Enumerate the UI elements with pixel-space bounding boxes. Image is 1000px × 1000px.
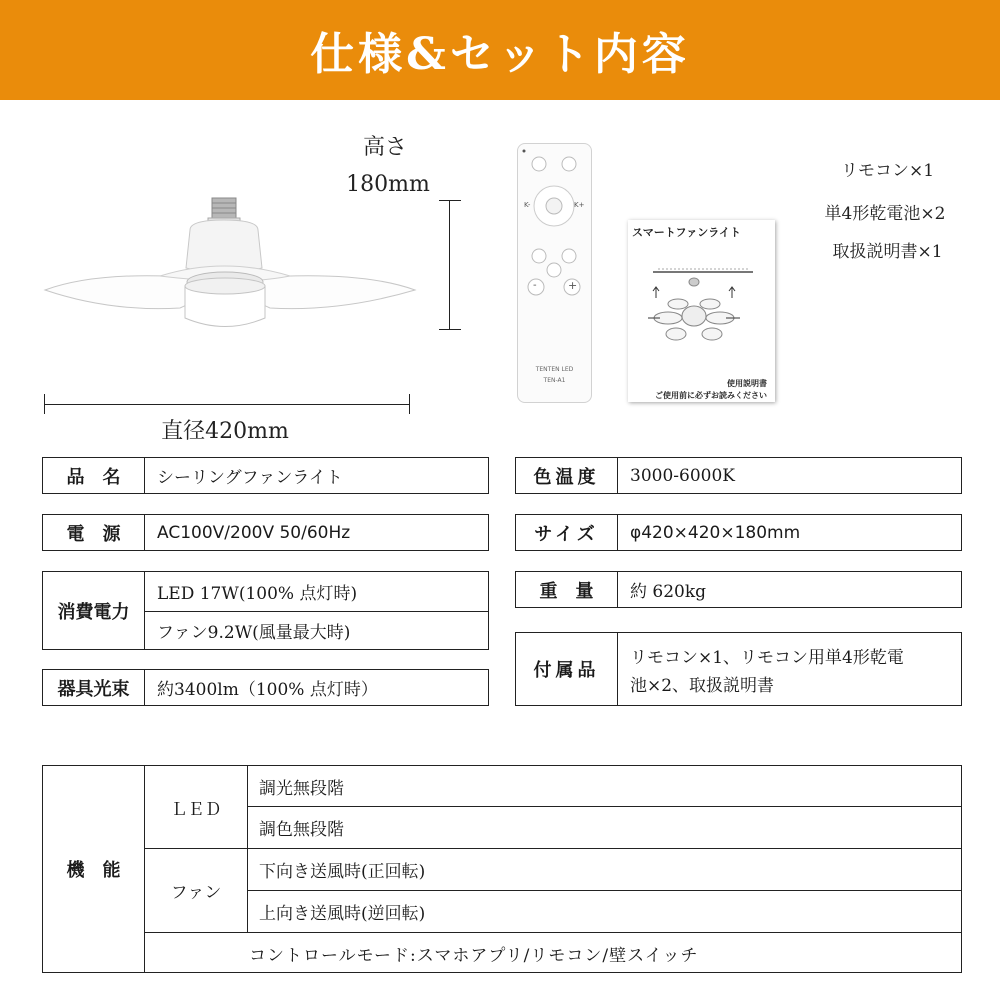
diameter-dimension-tick-left [44, 394, 45, 414]
manual-footer-line2: ご使用前に必ずお読みください [655, 391, 767, 400]
height-dimension-tick-top [439, 200, 461, 201]
instruction-manual [628, 220, 775, 402]
functions-led-label: ＬＥＤ [170, 800, 222, 820]
remote-k-minus-label: K- [524, 201, 531, 209]
remote-minus-label: - [533, 280, 537, 291]
page-title-banner [0, 0, 1000, 100]
height-label: 高さ [362, 135, 407, 160]
spec-size [515, 514, 962, 551]
remote-k-plus-label: K+ [574, 201, 585, 209]
height-dimension-tick-bottom [439, 329, 461, 330]
diameter-dimension-line [44, 404, 410, 405]
spec-size-value: φ420×420×180mm [630, 522, 801, 543]
manual-title: スマートファンライト [632, 226, 741, 239]
remote-model: TEN-A1 [543, 377, 566, 384]
accessory-list-item-manual: 取扱説明書×1 [832, 242, 943, 262]
functions-control-mode: コントロールモード:スマホアプリ/リモコン/壁スイッチ [249, 945, 699, 966]
accessory-list-item-remote: リモコン×1 [840, 161, 935, 181]
spec-product-name [42, 457, 489, 494]
spec-power-source-value: AC100V/200V 50/60Hz [157, 522, 351, 543]
spec-power-source-label: 電 源 [43, 515, 145, 550]
spec-accessories-value-line2: 池×2、取扱説明書 [630, 675, 775, 696]
spec-color-temp-label: 色温度 [516, 458, 618, 493]
functions-fan-item-up: 上向き送風時(逆回転) [259, 904, 426, 924]
spec-accessories [515, 632, 962, 706]
remote-brand: TENTEN LED [535, 366, 574, 373]
spec-weight [515, 571, 962, 608]
spec-power-source [42, 514, 489, 551]
accessory-list-item-batteries: 単4形乾電池×2 [824, 204, 946, 224]
spec-luminous-flux-value: 約3400lm（100% 点灯時） [157, 680, 378, 700]
functions-label: 機 能 [43, 766, 145, 972]
spec-product-name-label: 品 名 [43, 458, 145, 493]
remote-buttons-graphic [518, 144, 591, 402]
manual-footer-line1: 使用説明書 [727, 379, 767, 388]
spec-weight-label: 重 量 [516, 572, 618, 607]
functions-led-item-dimming: 調光無段階 [259, 778, 344, 799]
remote-plus-label: + [568, 279, 578, 292]
spec-color-temp [515, 457, 962, 494]
spec-accessories-label: 付属品 [516, 633, 618, 705]
spec-consumption [42, 571, 489, 650]
functions-led-item-color: 調色無段階 [259, 820, 344, 840]
functions-table [42, 765, 962, 973]
diameter-label: 直径420mm [161, 419, 289, 444]
functions-fan-item-down: 下向き送風時(正回転) [259, 862, 426, 882]
spec-luminous-flux [42, 669, 489, 706]
ceiling-fan-illustration [40, 190, 420, 340]
manual-diagram [628, 220, 775, 402]
functions-sub-divider [247, 766, 248, 932]
spec-luminous-flux-label: 器具光束 [43, 670, 145, 705]
spec-consumption-fan-value: ファン9.2W(風量最大時) [157, 623, 351, 643]
functions-led-row-divider [247, 806, 961, 807]
remote-control [517, 143, 592, 403]
spec-consumption-label: 消費電力 [43, 572, 145, 649]
height-value: 180mm [346, 172, 430, 197]
diameter-dimension-tick-right [409, 394, 410, 414]
functions-fan-label: ファン [170, 883, 222, 903]
spec-color-temp-value: 3000-6000K [630, 465, 735, 486]
spec-weight-value: 約 620kg [630, 582, 707, 602]
spec-consumption-led-value: LED 17W(100% 点灯時) [157, 584, 358, 604]
height-dimension-line [449, 200, 450, 330]
spec-size-label: サイズ [516, 515, 618, 550]
page-title: 仕様&セット内容 [310, 29, 690, 80]
spec-product-name-value: シーリングファンライト [157, 468, 343, 488]
spec-accessories-value-line1: リモコン×1、リモコン用単4形乾電 [630, 647, 904, 668]
